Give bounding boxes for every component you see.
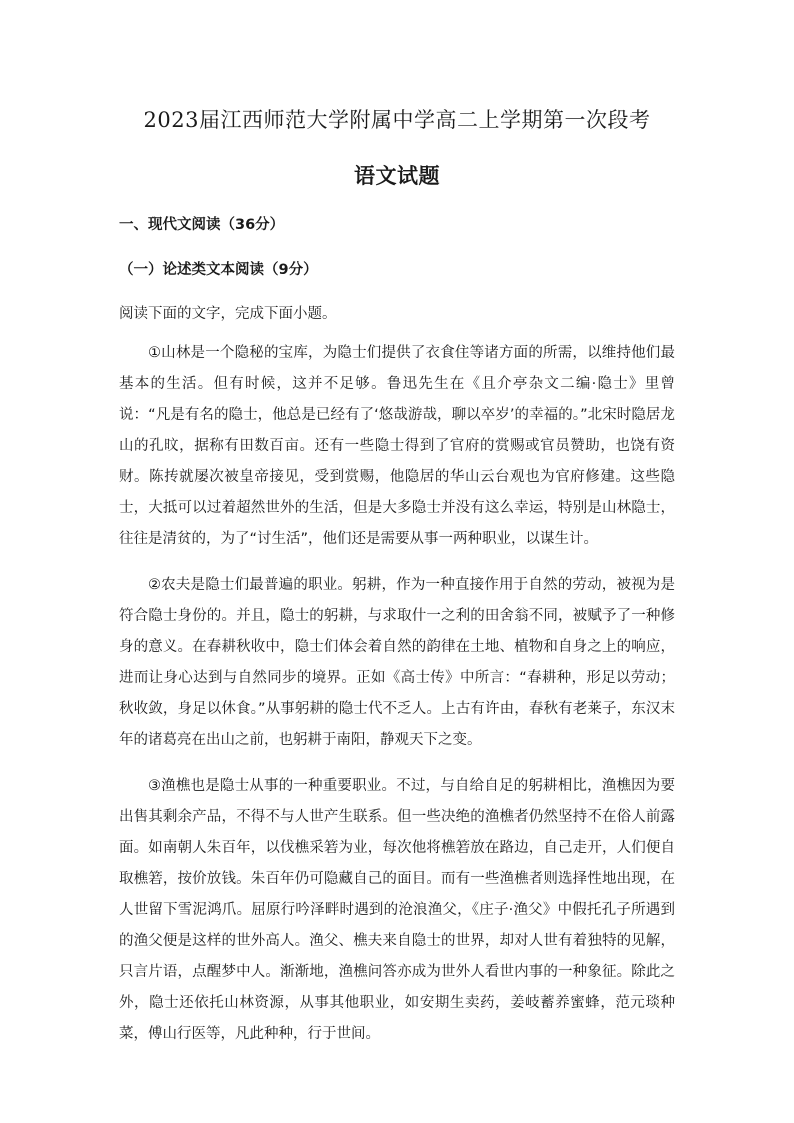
paragraph-2: ②农夫是隐士们最普遍的职业。躬耕，作为一种直接作用于自然的劳动，被视为是符合隐士身份的。并且，隐士的躬耕，与求取什一之利的田舍翁不同，被赋予了一种修身的意义。在春耕秋收中，隐士们体会着自然的韵律在土地、植物和自身之上的响应，进而让身心达到与自然同步的境界。正如《高士传》中所言：“春耕种，形足以劳动；秋收敛，身足以休食。”从事躬耕的隐士代不乏人。上古有许由，春秋有老莱子，东汉末年的诸葛亮在出山之前，也躬耕于南阳，静观天下之变。	[119, 577, 675, 748]
paragraph-3: ③渔樵也是隐士从事的一种重要职业。不过，与自给自足的躬耕相比，渔樵因为要出售其剩余产品，不得不与人世产生联系。但一些决绝的渔樵者仍然坚持不在俗人前露面。如南朝人朱百年，以伐樵采箬为业，每次他将樵箬放在路边，自己走开，人们便自取樵箬，按价放钱。朱百年仍可隐藏自己的面目。而有一些渔樵者则选择性地出现，在人世留下雪泥鸿爪。屈原行吟泽畔时遇到的沧浪渔父，《庄子·渔父》中假托孔子所遇到的渔父便是这样的世外高人。渔父、樵夫来自隐士的世界，却对人世有着独特的见解，只言片语，点醒梦中人。渐渐地，渔樵问答亦成为世外人看世内事的一种象征。除此之外，隐士还依托山林资源，从事其他职业，如安期生卖药，姜岐蓄养蜜蜂，范元琰种菜，傅山行医等，凡此种种，行于世间。	[119, 778, 675, 1042]
instructions-text: 阅读下面的文字，完成下面小题。	[119, 306, 337, 322]
section-heading: 一、现代文阅读（36分）	[119, 217, 285, 233]
paragraph-1: ①山林是一个隐秘的宝库，为隐士们提供了衣食住等诸方面的所需，以维持他们最基本的生活。但有时候，这并不足够。鲁迅先生在《且介亭杂文二编·隐士》里曾说：“凡是有名的隐士，他总是已经有了‘悠哉游哉，聊以卒岁’的幸福的。”北宋时隐居龙山的孔旼，据称有田数百亩。还有一些隐士得到了官府的赏赐或官员赞助，也饶有资财。陈抟就屡次被皇帝接见，受到赏赐，他隐居的华山云台观也为官府修建。这些隐士，大抵可以过着超然世外的生活，但是大多隐士并没有这么幸运，特别是山林隐士，往往是清贫的，为了“讨生活”，他们还是需要从事一两种职业，以谋生计。	[119, 345, 675, 547]
subsection-heading: （一）论述类文本阅读（9分）	[119, 262, 318, 278]
document-subtitle: 语文试题	[354, 163, 440, 188]
document-title: 2023届江西师范大学附属中学高二上学期第一次段考	[143, 108, 651, 132]
